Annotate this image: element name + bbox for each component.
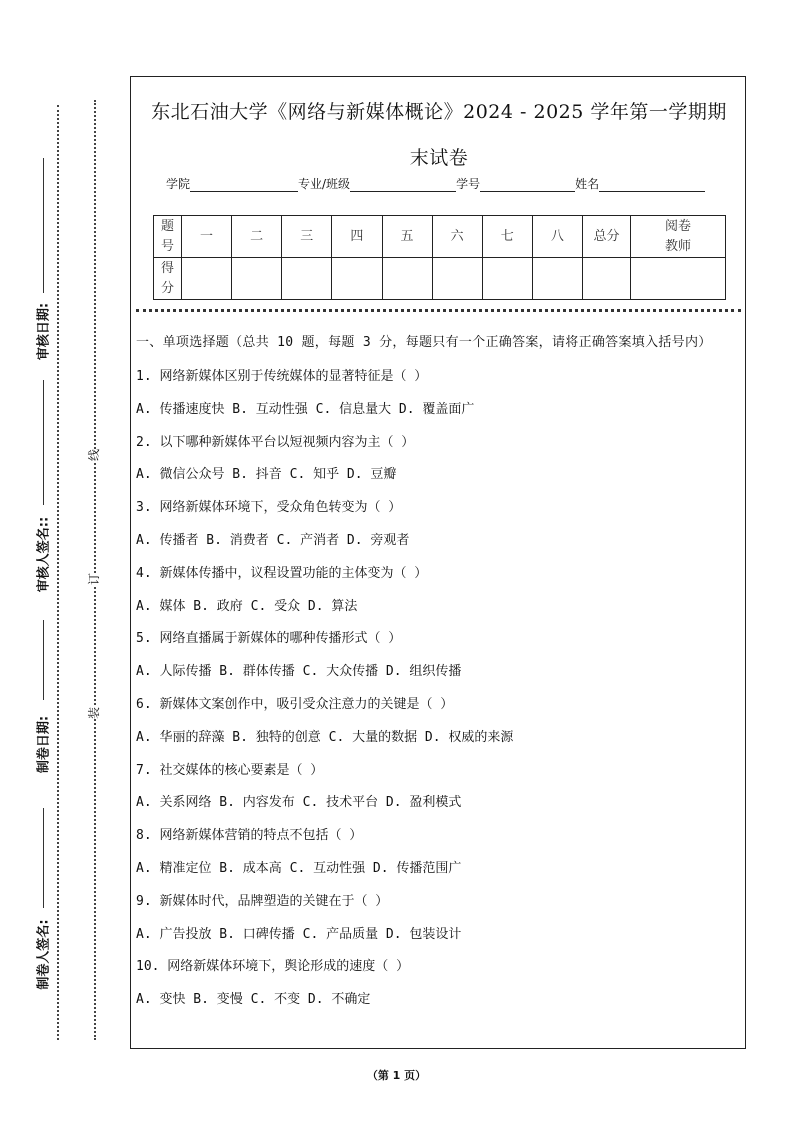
make-date-label: 制卷日期: xyxy=(36,715,52,774)
options-10: A. 变快 B. 变慢 C. 不变 D. 不确定 xyxy=(136,992,371,1008)
score-cell[interactable] xyxy=(332,258,382,300)
question-9: 9. 新媒体时代，品牌塑造的关键在于（ ） xyxy=(136,893,389,909)
binding-dotted-line-left xyxy=(57,105,59,1040)
score-col-5: 五 xyxy=(382,216,432,258)
reviewer-sign-line xyxy=(43,380,44,505)
options-4: A. 媒体 B. 政府 C. 受众 D. 算法 xyxy=(136,598,358,614)
options-7: A. 关系网络 B. 内容发布 C. 技术平台 D. 盈利模式 xyxy=(136,795,462,811)
exam-title xyxy=(131,89,747,181)
question-10: 10. 网络新媒体环境下，舆论形成的速度（ ） xyxy=(136,959,410,975)
score-cell-total[interactable] xyxy=(583,258,631,300)
question-2: 2. 以下哪种新媒体平台以短视频内容为主（ ） xyxy=(136,434,415,450)
score-cell[interactable] xyxy=(482,258,532,300)
question-3: 3. 网络新媒体环境下，受众角色转变为（ ） xyxy=(136,500,402,516)
options-1: A. 传播速度快 B. 互动性强 C. 信息量大 D. 覆盖面广 xyxy=(136,401,475,417)
score-cell[interactable] xyxy=(182,258,232,300)
question-4: 4. 新媒体传播中，议程设置功能的主体变为（ ） xyxy=(136,565,428,581)
score-cell-grader[interactable] xyxy=(631,258,726,300)
reviewer-sign-label: 审核人签名:: xyxy=(36,516,52,593)
score-cell[interactable] xyxy=(382,258,432,300)
score-col-7: 七 xyxy=(482,216,532,258)
score-col-8: 八 xyxy=(532,216,582,258)
score-col-4: 四 xyxy=(332,216,382,258)
maker-sign-label: 制卷人签名: xyxy=(36,919,52,990)
student-id-label: 学号 xyxy=(456,177,481,191)
college-field[interactable] xyxy=(190,180,298,192)
name-label: 姓名 xyxy=(575,177,600,191)
score-cell[interactable] xyxy=(282,258,332,300)
binding-char-zhuang: 装 xyxy=(87,706,102,720)
exam-title-line2: 末试卷 xyxy=(409,147,469,169)
major-field[interactable] xyxy=(350,180,456,192)
score-row-label: 得 分 xyxy=(154,258,182,300)
student-info-row xyxy=(166,175,705,192)
question-8: 8. 网络新媒体营销的特点不包括（ ） xyxy=(136,828,363,844)
question-6: 6. 新媒体文案创作中，吸引受众注意力的关键是（ ） xyxy=(136,696,454,712)
binding-dotted-line-right xyxy=(94,100,96,1040)
score-col-1: 一 xyxy=(182,216,232,258)
options-9: A. 广告投放 B. 口碑传播 C. 产品质量 D. 包装设计 xyxy=(136,926,462,942)
question-area xyxy=(136,332,741,1017)
maker-sign-line xyxy=(43,808,44,908)
options-8: A. 精准定位 B. 成本高 C. 互动性强 D. 传播范围广 xyxy=(136,860,462,876)
score-col-total: 总分 xyxy=(583,216,631,258)
score-header-first: 题 号 xyxy=(154,216,182,258)
name-field[interactable] xyxy=(599,180,705,192)
review-date-line xyxy=(43,158,44,293)
score-col-grader: 阅卷 教师 xyxy=(631,216,726,258)
make-date-line xyxy=(43,620,44,700)
options-5: A. 人际传播 B. 群体传播 C. 大众传播 D. 组织传播 xyxy=(136,664,462,680)
question-7: 7. 社交媒体的核心要素是（ ） xyxy=(136,762,324,778)
score-value-row xyxy=(154,258,726,300)
exam-title-line1: 东北石油大学《网络与新媒体概论》2024 - 2025 学年第一学期期 xyxy=(151,101,727,123)
page-number: （第 1 页） xyxy=(366,1069,427,1082)
options-6: A. 华丽的辞藻 B. 独特的创意 C. 大量的数据 D. 权威的来源 xyxy=(136,729,514,745)
score-col-2: 二 xyxy=(232,216,282,258)
score-table xyxy=(153,215,726,300)
college-label: 学院 xyxy=(166,177,191,191)
options-3: A. 传播者 B. 消费者 C. 产消者 D. 旁观者 xyxy=(136,532,410,548)
dotted-separator xyxy=(136,309,741,312)
options-2: A. 微信公众号 B. 抖音 C. 知乎 D. 豆瓣 xyxy=(136,467,397,483)
question-1: 1. 网络新媒体区别于传统媒体的显著特征是（ ） xyxy=(136,369,428,384)
student-id-field[interactable] xyxy=(480,180,575,192)
score-col-6: 六 xyxy=(432,216,482,258)
binding-char-xian: 线 xyxy=(87,448,102,462)
score-cell[interactable] xyxy=(232,258,282,300)
section-title: 一、单项选择题（总共 10 题，每题 3 分，每题只有一个正确答案，请将正确答案填入括号内） xyxy=(136,335,712,350)
binding-char-ding: 订 xyxy=(87,572,102,586)
major-label: 专业/班级 xyxy=(298,177,351,191)
question-5: 5. 网络直播属于新媒体的哪种传播形式（ ） xyxy=(136,631,402,647)
review-date-label: 审核日期: xyxy=(36,302,52,361)
score-col-3: 三 xyxy=(282,216,332,258)
exam-frame xyxy=(130,76,746,1049)
score-header-row xyxy=(154,216,726,258)
score-cell[interactable] xyxy=(532,258,582,300)
score-cell[interactable] xyxy=(432,258,482,300)
